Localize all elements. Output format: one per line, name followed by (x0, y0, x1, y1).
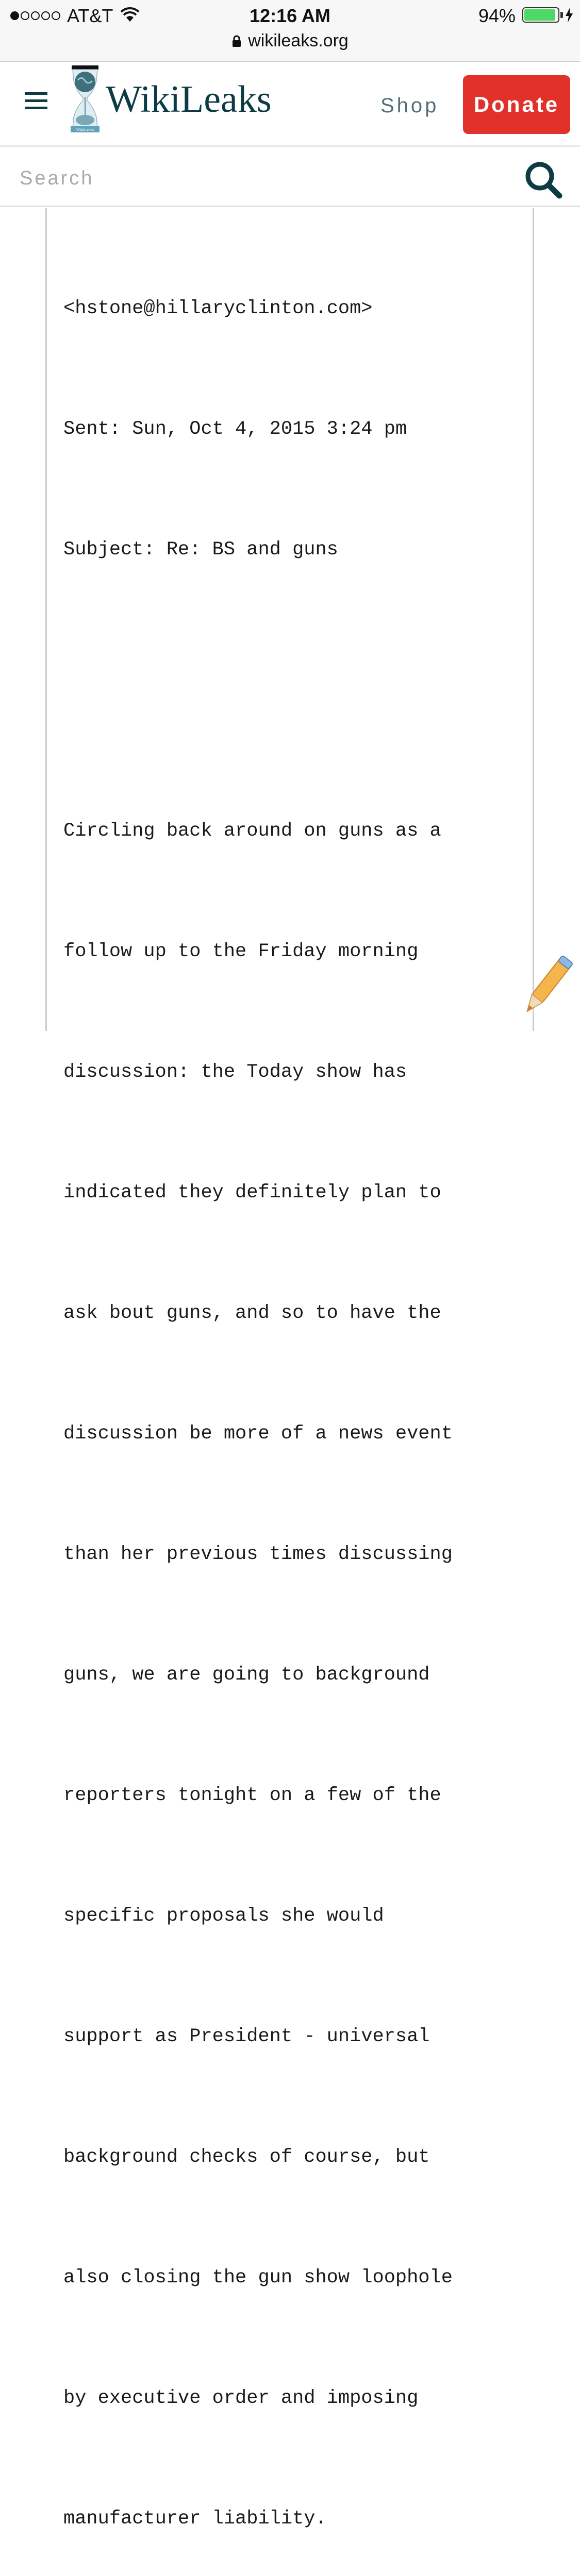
url-text: wikileaks.org (248, 31, 349, 50)
email-subject: Subject: Re: BS and guns (63, 539, 338, 561)
battery-tip (560, 12, 563, 18)
logo-badge-text: WikiLeaks (76, 127, 94, 132)
email-body-line: guns, we are going to background (63, 1664, 430, 1686)
email-body (63, 208, 527, 2576)
email-body-line: specific proposals she would (63, 1905, 384, 1927)
email-body-line: support as President - universal (63, 2026, 430, 2047)
logo-wordmark[interactable]: WikiLeaks (106, 78, 272, 121)
markup-pencil-icon[interactable] (518, 948, 575, 1025)
address-bar[interactable] (0, 31, 580, 51)
search-input[interactable] (20, 163, 484, 194)
donate-button[interactable]: Donate (463, 75, 570, 134)
email-body-line: indicated they definitely plan to (63, 1182, 441, 1204)
search-bar (0, 148, 580, 207)
lock-icon (231, 35, 242, 47)
battery-icon (522, 7, 559, 23)
site-header (0, 62, 580, 147)
charging-bolt-icon (565, 7, 574, 23)
email-body-line: also closing the gun show loophole (63, 2267, 453, 2289)
status-time: 12:16 AM (250, 5, 330, 26)
email-body-line: Circling back around on guns as a (63, 820, 441, 842)
email-spacer (63, 650, 527, 731)
email-from-address: <hstone@hillaryclinton.com> (63, 298, 373, 319)
email-body-line: by executive order and imposing (63, 2387, 419, 2409)
email-body-line: than her previous times discussing (63, 1544, 453, 1565)
battery-percentage: 94% (478, 5, 516, 26)
email-body-line: ask bout guns, and so to have the (63, 1302, 441, 1324)
email-body-line: discussion be more of a news event (63, 1423, 453, 1445)
email-sent-date: Sent: Sun, Oct 4, 2015 3:24 pm (63, 418, 407, 440)
email-body-line: reporters tonight on a few of the (63, 1785, 441, 1806)
menu-icon[interactable] (25, 92, 47, 111)
email-body-line: manufacturer liability. (63, 2508, 327, 2530)
search-icon[interactable] (523, 160, 562, 199)
carrier-name: AT&T (67, 5, 113, 26)
email-content-frame (45, 208, 534, 2530)
hourglass-logo-icon[interactable] (70, 65, 101, 132)
email-body-line: background checks of course, but (63, 2146, 430, 2168)
status-bar (0, 0, 580, 62)
email-body-line: follow up to the Friday morning (63, 941, 419, 962)
shop-link[interactable]: Shop (380, 94, 439, 117)
email-body-line: discussion: the Today show has (63, 1061, 407, 1083)
